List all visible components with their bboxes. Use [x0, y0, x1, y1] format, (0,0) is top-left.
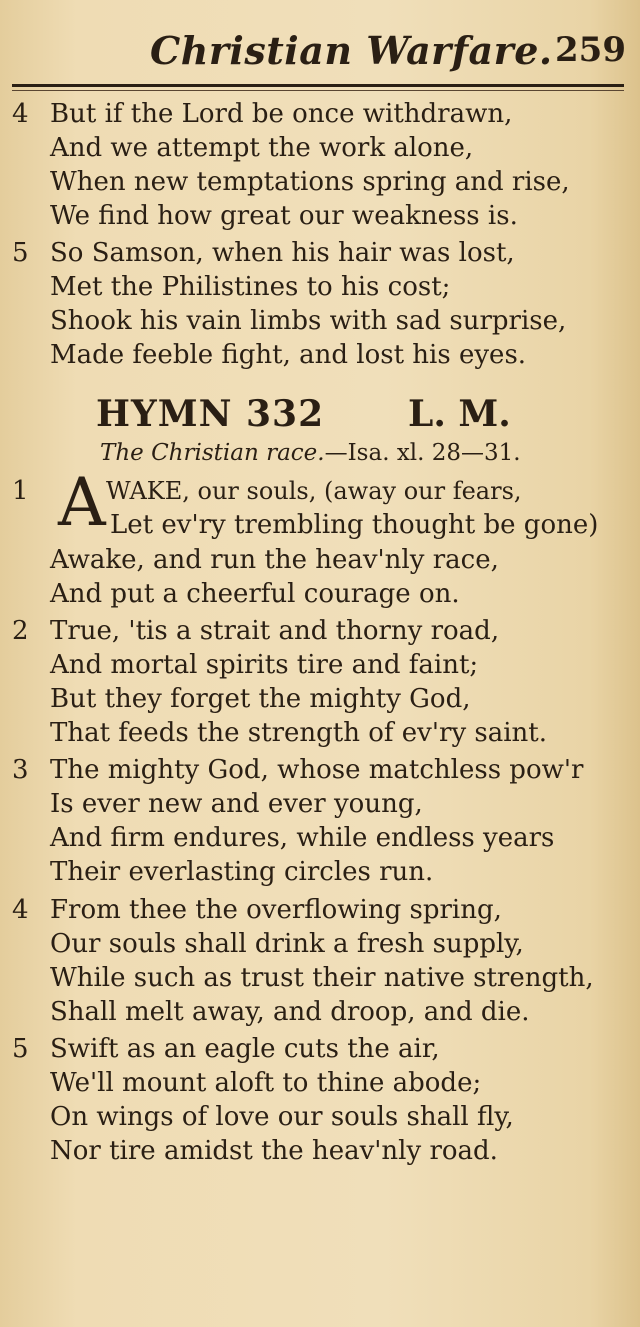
- header-rule-thin: [12, 90, 624, 91]
- stanza-number: 5: [12, 238, 29, 268]
- verse-line: And firm endures, while endless years: [50, 823, 555, 853]
- hymn-meter: L. M.: [408, 393, 511, 435]
- verse-line: Let ev'ry trembling thought be gone): [110, 510, 599, 540]
- verse-line: Shall melt away, and droop, and die.: [50, 997, 530, 1027]
- verse-line: Made feeble fight, and lost his eyes.: [50, 340, 527, 370]
- page-header: [0, 28, 640, 78]
- verse-line: But they forget the mighty God,: [50, 684, 471, 714]
- stanza-number: 1: [12, 476, 29, 506]
- subtitle-theme: The Christian race.: [100, 440, 325, 466]
- verse-line: We'll mount aloft to thine abode;: [50, 1068, 482, 1098]
- verse-line: When new temptations spring and rise,: [50, 167, 570, 197]
- verse-line: Nor tire amidst the heav'nly road.: [50, 1136, 498, 1166]
- verse-line: That feeds the strength of ev'ry saint.: [50, 718, 548, 748]
- hymn-subtitle: [100, 440, 521, 466]
- verse-line: And mortal spirits tire and faint;: [50, 650, 479, 680]
- verse-line: True, 'tis a strait and thorny road,: [50, 616, 500, 646]
- verse-line: We find how great our weakness is.: [50, 201, 518, 231]
- verse-line: From thee the overflowing spring,: [50, 895, 502, 925]
- stanza-number: 4: [12, 895, 29, 925]
- running-title: Christian Warfare.: [150, 28, 553, 73]
- page-number: 259: [555, 30, 626, 70]
- stanza-number: 3: [12, 755, 29, 785]
- verse-line: And put a cheerful courage on.: [50, 579, 460, 609]
- stanza-number: 5: [12, 1034, 29, 1064]
- verse-line: Shook his vain limbs with sad surprise,: [50, 306, 567, 336]
- stanza-number: 4: [12, 99, 29, 129]
- verse-line: Our souls shall drink a fresh supply,: [50, 929, 524, 959]
- drop-cap: A: [58, 464, 106, 541]
- header-rule: [12, 84, 624, 87]
- verse-line: So Samson, when his hair was lost,: [50, 238, 515, 268]
- verse-line: Is ever new and ever young,: [50, 789, 423, 819]
- hymn-title: HYMN 332: [96, 393, 325, 435]
- verse-line: WAKE, our souls, (away our fears,: [106, 477, 522, 505]
- verse-line: While such as trust their native strength,: [50, 963, 594, 993]
- verse-line: Their everlasting circles run.: [50, 857, 434, 887]
- verse-line: Awake, and run the heav'nly race,: [50, 545, 499, 575]
- subtitle-scripture-ref: —Isa. xl. 28—31.: [324, 440, 521, 466]
- verse-line: On wings of love our souls shall fly,: [50, 1102, 514, 1132]
- verse-line: The mighty God, whose matchless pow'r: [50, 755, 584, 785]
- stanza-number: 2: [12, 616, 29, 646]
- verse-line: But if the Lord be once withdrawn,: [50, 99, 513, 129]
- verse-line: And we attempt the work alone,: [50, 133, 474, 163]
- verse-line: Met the Philistines to his cost;: [50, 272, 451, 302]
- verse-line: Swift as an eagle cuts the air,: [50, 1034, 440, 1064]
